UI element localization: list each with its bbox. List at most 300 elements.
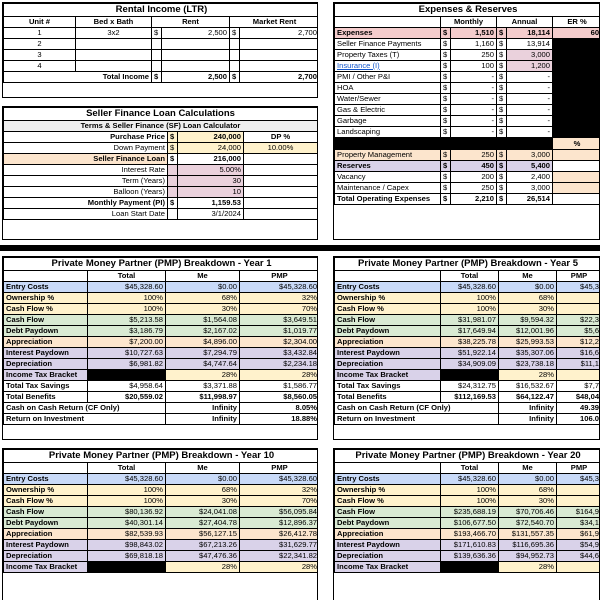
total-value[interactable]: $51,922.14 (441, 348, 499, 359)
income-tax-bracket-label: Income Tax Bracket (4, 562, 88, 573)
rent-cell[interactable]: 2,500 (162, 28, 230, 39)
me-value[interactable]: $47,476.36 (166, 551, 240, 562)
pmp-value[interactable]: 70% (240, 496, 319, 507)
table-row (4, 50, 319, 61)
table-row (4, 176, 318, 187)
me-value[interactable]: $25,993.53 (499, 337, 557, 348)
table-row (4, 326, 319, 337)
me-value[interactable]: 30% (499, 496, 557, 507)
dp-percent-value[interactable]: 10.00% (244, 143, 318, 154)
total-value[interactable]: $38,225.78 (441, 337, 499, 348)
total-value (441, 562, 499, 573)
table-row (4, 132, 318, 143)
percent-cell[interactable] (553, 161, 600, 172)
me-value[interactable]: $3,371.88 (166, 381, 240, 392)
pmp-title: Private Money Partner (PMP) Breakdown - Year 1 (4, 258, 319, 271)
total-value[interactable]: $4,958.64 (88, 381, 166, 392)
me-value[interactable]: $11,998.97 (166, 392, 240, 403)
percent-cell[interactable] (553, 150, 600, 161)
currency-symbol: $ (497, 161, 507, 172)
table-row (335, 485, 600, 496)
total-value[interactable]: $5,213.58 (88, 315, 166, 326)
market-rent-symbol (230, 61, 240, 72)
unit-cell[interactable]: 3 (4, 50, 76, 61)
property-taxes-t-annual[interactable]: 3,000 (507, 50, 553, 61)
unit-cell[interactable]: 4 (4, 61, 76, 72)
total-value[interactable]: $3,186.79 (88, 326, 166, 337)
rent-symbol (152, 61, 162, 72)
pmp-value[interactable]: $22,3 (557, 315, 600, 326)
total-value[interactable]: $82,539.93 (88, 529, 166, 540)
total-market-rent-value[interactable]: 2,700 (240, 72, 319, 83)
col-header-monthly: Monthly (441, 17, 497, 28)
me-value[interactable]: 28% (166, 562, 240, 573)
total-value (88, 562, 166, 573)
seller-finance-payments-annual[interactable]: 13,914 (507, 39, 553, 50)
empty-cell (244, 209, 318, 220)
hoa-label: HOA (335, 83, 441, 94)
water-sewer-monthly[interactable]: - (451, 94, 497, 105)
interest-rate-label: Interest Rate (4, 165, 168, 176)
market-rent-cell[interactable] (240, 39, 319, 50)
pmp-value[interactable]: $12,2 (557, 337, 600, 348)
me-value[interactable]: 68% (166, 485, 240, 496)
currency-symbol: $ (497, 39, 507, 50)
debt-paydown-label: Debt Paydown (335, 326, 441, 337)
gas-electric-monthly[interactable]: - (451, 105, 497, 116)
cash-flow-label: Cash Flow (335, 315, 441, 326)
me-value[interactable]: 68% (166, 293, 240, 304)
pmp-value[interactable] (557, 304, 600, 315)
col-header-rent: Rent (152, 17, 230, 28)
currency-symbol: $ (441, 83, 451, 94)
pmp-value[interactable]: $31,629.77 (240, 540, 319, 551)
table-row (4, 28, 319, 39)
me-value[interactable]: 30% (166, 304, 240, 315)
vacancy-monthly[interactable]: 200 (451, 172, 497, 183)
total-value[interactable]: $10,727.63 (88, 348, 166, 359)
total-value[interactable]: $31,981.07 (441, 315, 499, 326)
total-value[interactable]: $235,688.19 (441, 507, 499, 518)
pmp-value[interactable] (557, 293, 600, 304)
ownership-label: Ownership % (335, 293, 441, 304)
pmp-value[interactable]: $22,341.82 (240, 551, 319, 562)
rent-cell[interactable] (162, 61, 230, 72)
pmp-value[interactable]: $26,412.78 (240, 529, 319, 540)
table-row (335, 359, 600, 370)
seller-finance-table (3, 107, 318, 220)
water-sewer-label: Water/Sewer (335, 94, 441, 105)
table-row (335, 562, 600, 573)
pmp-value[interactable]: $1,019.77 (240, 326, 319, 337)
me-value[interactable]: 68% (499, 485, 557, 496)
total-value[interactable]: $17,649.94 (441, 326, 499, 337)
total-value[interactable]: 100% (441, 485, 499, 496)
me-value[interactable]: $24,041.08 (166, 507, 240, 518)
total-rent-value[interactable]: 2,500 (162, 72, 230, 83)
monthly-payment-label: Monthly Payment (PI) (4, 198, 168, 209)
total-operating-expenses-annual[interactable]: 26,514 (507, 194, 553, 205)
insurance-i-annual[interactable]: 1,200 (507, 61, 553, 72)
down-payment-label: Down Payment (4, 143, 168, 154)
total-value[interactable]: 100% (88, 304, 166, 315)
property-taxes-t-monthly[interactable]: 250 (451, 50, 497, 61)
me-value[interactable]: Infinity (499, 403, 557, 414)
interest-rate-value[interactable]: 5.00% (178, 165, 244, 176)
col-header-me: Me (166, 463, 240, 474)
hoa-monthly[interactable]: - (451, 83, 497, 94)
pmp-value[interactable]: $48,04 (557, 392, 600, 403)
market-rent-cell[interactable] (240, 50, 319, 61)
pmp-value[interactable]: $2,234.18 (240, 359, 319, 370)
expenses-title: Expenses & Reserves (335, 4, 600, 17)
pmp-value[interactable] (557, 485, 600, 496)
pmi-other-p-i-annual[interactable]: - (507, 72, 553, 83)
currency-symbol: $ (497, 94, 507, 105)
landscaping-monthly[interactable]: - (451, 127, 497, 138)
income-tax-bracket-label: Income Tax Bracket (4, 370, 88, 381)
water-sewer-annual[interactable]: - (507, 94, 553, 105)
loan-start-date-value[interactable]: 3/1/2024 (178, 209, 244, 220)
total-value[interactable]: $45,328.60 (88, 282, 166, 293)
interest-paydown-label: Interest Paydown (335, 348, 441, 359)
table-row (4, 551, 319, 562)
pmp-value[interactable]: $11,1 (557, 359, 600, 370)
rental-income-section (2, 2, 318, 98)
table-row (4, 392, 319, 403)
empty-cell (244, 165, 318, 176)
unit-cell[interactable]: 2 (4, 39, 76, 50)
bed-bath-cell[interactable] (76, 61, 152, 72)
table-row (335, 370, 600, 381)
total-value[interactable]: $6,981.82 (88, 359, 166, 370)
pmp-value[interactable]: $3,649.51 (240, 315, 319, 326)
table-row (4, 359, 319, 370)
table-row (335, 304, 600, 315)
total-value[interactable]: 100% (441, 304, 499, 315)
currency-symbol (168, 209, 178, 220)
percent-cell[interactable] (553, 183, 600, 194)
me-value[interactable]: $27,404.78 (166, 518, 240, 529)
total-value[interactable]: $20,559.02 (88, 392, 166, 403)
total-value[interactable]: 100% (88, 485, 166, 496)
col-header-total: Total (88, 271, 166, 282)
seller-finance-loan-value[interactable]: 216,000 (178, 154, 244, 165)
landscaping-annual[interactable]: - (507, 127, 553, 138)
percent-cell[interactable] (553, 172, 600, 183)
total-value[interactable]: $24,312.75 (441, 381, 499, 392)
me-value[interactable]: $0.00 (499, 282, 557, 293)
pmp-value[interactable]: 106.0 (557, 414, 600, 425)
pmp-value[interactable] (557, 496, 600, 507)
total-value[interactable]: $80,136.92 (88, 507, 166, 518)
currency-symbol: $ (441, 72, 451, 83)
me-value[interactable]: Infinity (499, 414, 557, 425)
total-value[interactable]: $45,328.60 (441, 474, 499, 485)
pmp-value[interactable]: 32% (240, 293, 319, 304)
pmp-title: Private Money Partner (PMP) Breakdown - Year 10 (4, 450, 319, 463)
me-value[interactable]: 28% (499, 562, 557, 573)
me-value[interactable]: $0.00 (166, 474, 240, 485)
total-value[interactable]: $34,909.09 (441, 359, 499, 370)
total-value[interactable]: $139,636.36 (441, 551, 499, 562)
pmp-value[interactable] (557, 370, 600, 381)
unit-cell[interactable]: 1 (4, 28, 76, 39)
cash-flow-label: Cash Flow % (335, 304, 441, 315)
me-value[interactable]: 28% (166, 370, 240, 381)
pmp-value[interactable]: $3,432.84 (240, 348, 319, 359)
entry-costs-label: Entry Costs (335, 474, 441, 485)
rental-income-table (3, 3, 318, 83)
table-row (335, 518, 600, 529)
purchase-price-value[interactable]: 240,000 (178, 132, 244, 143)
me-value[interactable]: $1,564.08 (166, 315, 240, 326)
balloon-value[interactable]: 10 (178, 187, 244, 198)
loan-start-date-label: Loan Start Date (4, 209, 168, 220)
me-value[interactable]: $0.00 (166, 282, 240, 293)
cash-on-cash-return-cf-only-label: Cash on Cash Return (CF Only) (335, 403, 499, 414)
table-row (4, 293, 319, 304)
rent-symbol (152, 50, 162, 61)
table-row (335, 414, 600, 425)
me-value[interactable]: 30% (166, 496, 240, 507)
empty-cell (244, 154, 318, 165)
pmp-value[interactable]: $164,9 (557, 507, 600, 518)
appreciation-label: Appreciation (4, 529, 88, 540)
me-value[interactable]: $4,747.64 (166, 359, 240, 370)
percent-header: % (553, 138, 600, 150)
pmp-value[interactable]: 18.88% (240, 414, 319, 425)
er-empty-cell (553, 105, 600, 116)
market-rent-cell[interactable] (240, 61, 319, 72)
reserves-label: Reserves (335, 161, 441, 172)
pmp-value[interactable]: $45,3 (557, 474, 600, 485)
appreciation-label: Appreciation (335, 337, 441, 348)
pmp-value[interactable]: $7,7 (557, 381, 600, 392)
table-row (4, 529, 319, 540)
pmp-year1-section (2, 256, 318, 440)
pmp-year20-table (334, 449, 600, 573)
pmp-value[interactable]: $45,328.60 (240, 282, 319, 293)
currency-symbol: $ (441, 127, 451, 138)
me-value[interactable]: $67,213.26 (166, 540, 240, 551)
er-empty-cell (553, 116, 600, 127)
seller-finance-payments-monthly[interactable]: 1,160 (451, 39, 497, 50)
pmp-title-row (4, 450, 319, 463)
me-value[interactable]: $64,122.47 (499, 392, 557, 403)
pmp-year20-section (333, 448, 600, 600)
maintenance-capex-label: Maintenance / Capex (335, 183, 441, 194)
me-value[interactable]: 28% (499, 370, 557, 381)
currency-symbol: $ (441, 183, 451, 194)
gas-electric-annual[interactable]: - (507, 105, 553, 116)
me-value[interactable]: $116,695.36 (499, 540, 557, 551)
pmp-value[interactable]: 28% (240, 370, 319, 381)
currency-symbol: $ (497, 194, 507, 205)
er-empty-cell (553, 94, 600, 105)
separator-cell (335, 138, 553, 150)
bed-bath-cell[interactable] (76, 50, 152, 61)
me-value[interactable]: $12,001.96 (499, 326, 557, 337)
pmp-value[interactable]: $34,1 (557, 518, 600, 529)
vacancy-annual[interactable]: 2,400 (507, 172, 553, 183)
pmp-value[interactable]: 28% (240, 562, 319, 573)
garbage-monthly[interactable]: - (451, 116, 497, 127)
landscaping-label: Landscaping (335, 127, 441, 138)
expenses-monthly[interactable]: 1,510 (451, 28, 497, 39)
seller-finance-loan-label: Seller Finance Loan (4, 154, 168, 165)
table-row (335, 529, 600, 540)
maintenance-capex-monthly[interactable]: 250 (451, 183, 497, 194)
market-rent-cell[interactable]: 2,700 (240, 28, 319, 39)
pmp-year1-table (3, 257, 318, 425)
total-value[interactable]: 100% (88, 293, 166, 304)
total-value[interactable]: $40,301.14 (88, 518, 166, 529)
property-management-monthly[interactable]: 250 (451, 150, 497, 161)
total-tax-savings-label: Total Tax Savings (335, 381, 441, 392)
debt-paydown-label: Debt Paydown (4, 326, 88, 337)
currency-symbol: $ (168, 143, 178, 154)
cash-flow-label: Cash Flow (335, 507, 441, 518)
me-value[interactable]: $7,294.79 (166, 348, 240, 359)
pmp-value[interactable]: $8,560.05 (240, 392, 319, 403)
rent-cell[interactable] (162, 50, 230, 61)
table-row (4, 154, 318, 165)
me-value[interactable]: $94,952.73 (499, 551, 557, 562)
total-value[interactable]: $171,610.83 (441, 540, 499, 551)
currency-symbol: $ (441, 150, 451, 161)
insurance-i-monthly[interactable]: 100 (451, 61, 497, 72)
monthly-payment-value[interactable]: 1,159.53 (178, 198, 244, 209)
table-row (4, 209, 318, 220)
debt-paydown-label: Debt Paydown (4, 518, 88, 529)
pmp-value[interactable]: 70% (240, 304, 319, 315)
empty-cell (244, 187, 318, 198)
me-value[interactable]: $70,706.46 (499, 507, 557, 518)
total-value[interactable]: $112,169.53 (441, 392, 499, 403)
pmp-value[interactable]: $45,328.60 (240, 474, 319, 485)
black-separator-row (335, 138, 600, 150)
me-value[interactable]: Infinity (166, 403, 240, 414)
me-value[interactable]: $2,167.02 (166, 326, 240, 337)
dp-percent-header: DP % (244, 132, 318, 143)
col-header-total: Total (441, 271, 499, 282)
pmp-value[interactable]: 8.05% (240, 403, 319, 414)
total-value[interactable]: 100% (441, 496, 499, 507)
table-row (4, 540, 319, 551)
bed-bath-cell[interactable]: 3x2 (76, 28, 152, 39)
col-header-me: Me (499, 463, 557, 474)
me-value[interactable]: $9,594.32 (499, 315, 557, 326)
currency-symbol: $ (441, 161, 451, 172)
insurance-i-label[interactable]: Insurance (I) (335, 61, 441, 72)
pmp-value[interactable]: $56,095.84 (240, 507, 319, 518)
me-value[interactable]: Infinity (166, 414, 240, 425)
pmp-value[interactable]: $5,6 (557, 326, 600, 337)
total-value[interactable]: $69,818.18 (88, 551, 166, 562)
garbage-annual[interactable]: - (507, 116, 553, 127)
me-value[interactable]: $56,127.15 (166, 529, 240, 540)
me-value[interactable]: $72,540.70 (499, 518, 557, 529)
bed-bath-cell[interactable] (76, 39, 152, 50)
total-value[interactable]: $7,200.00 (88, 337, 166, 348)
col-header-pmp: PMP (557, 463, 600, 474)
table-row (4, 187, 318, 198)
me-value[interactable]: 30% (499, 304, 557, 315)
total-value[interactable]: $45,328.60 (88, 474, 166, 485)
seller-finance-section (2, 106, 318, 240)
property-management-annual[interactable]: 3,000 (507, 150, 553, 161)
total-value[interactable]: $106,677.50 (441, 518, 499, 529)
table-row (4, 496, 319, 507)
me-value[interactable]: $4,896.00 (166, 337, 240, 348)
pmp-value[interactable]: $54,9 (557, 540, 600, 551)
expenses-annual[interactable]: 18,114 (507, 28, 553, 39)
er-percent-value[interactable]: 60 (553, 28, 600, 39)
me-value[interactable]: $0.00 (499, 474, 557, 485)
pmp-value[interactable]: 32% (240, 485, 319, 496)
pmp-value[interactable]: $12,896.37 (240, 518, 319, 529)
table-row (335, 105, 600, 116)
pmp-value[interactable]: $44,6 (557, 551, 600, 562)
table-row (335, 348, 600, 359)
property-taxes-t-label: Property Taxes (T) (335, 50, 441, 61)
pmp-header-row (4, 463, 319, 474)
garbage-label: Garbage (335, 116, 441, 127)
me-value[interactable]: $35,307.06 (499, 348, 557, 359)
currency-symbol: $ (441, 105, 451, 116)
reserves-annual[interactable]: 5,400 (507, 161, 553, 172)
table-row (4, 370, 319, 381)
me-value[interactable]: $16,532.67 (499, 381, 557, 392)
me-value[interactable]: $131,557.35 (499, 529, 557, 540)
maintenance-capex-annual[interactable]: 3,000 (507, 183, 553, 194)
currency-symbol: $ (497, 28, 507, 39)
pmp-value[interactable]: $45,3 (557, 282, 600, 293)
pmp-value[interactable] (557, 562, 600, 573)
currency-symbol (168, 187, 178, 198)
seller-finance-title: Seller Finance Loan Calculations (4, 108, 318, 121)
reserves-monthly[interactable]: 450 (451, 161, 497, 172)
total-value[interactable]: 100% (88, 496, 166, 507)
me-value[interactable]: $23,738.18 (499, 359, 557, 370)
appreciation-label: Appreciation (335, 529, 441, 540)
pmp-value[interactable]: 49.39 (557, 403, 600, 414)
table-row (335, 392, 600, 403)
currency-symbol: $ (497, 72, 507, 83)
down-payment-value[interactable]: 24,000 (178, 143, 244, 154)
pmp-value[interactable]: $1,586.77 (240, 381, 319, 392)
rent-cell[interactable] (162, 39, 230, 50)
total-operating-expenses-monthly[interactable]: 2,210 (451, 194, 497, 205)
percent-cell[interactable] (553, 194, 600, 205)
total-value (88, 370, 166, 381)
er-empty-cell (553, 127, 600, 138)
total-value[interactable]: $45,328.60 (441, 282, 499, 293)
total-value[interactable]: $98,843.02 (88, 540, 166, 551)
pmp-value[interactable]: $16,6 (557, 348, 600, 359)
table-row (4, 562, 319, 573)
total-value[interactable]: 100% (441, 293, 499, 304)
me-value[interactable]: 68% (499, 293, 557, 304)
pmi-other-p-i-label: PMI / Other P&I (335, 72, 441, 83)
term-value[interactable]: 30 (178, 176, 244, 187)
pmp-value[interactable]: $2,304.00 (240, 337, 319, 348)
hoa-annual[interactable]: - (507, 83, 553, 94)
total-value[interactable]: $193,466.70 (441, 529, 499, 540)
pmp-value[interactable]: $61,9 (557, 529, 600, 540)
pmi-other-p-i-monthly[interactable]: - (451, 72, 497, 83)
